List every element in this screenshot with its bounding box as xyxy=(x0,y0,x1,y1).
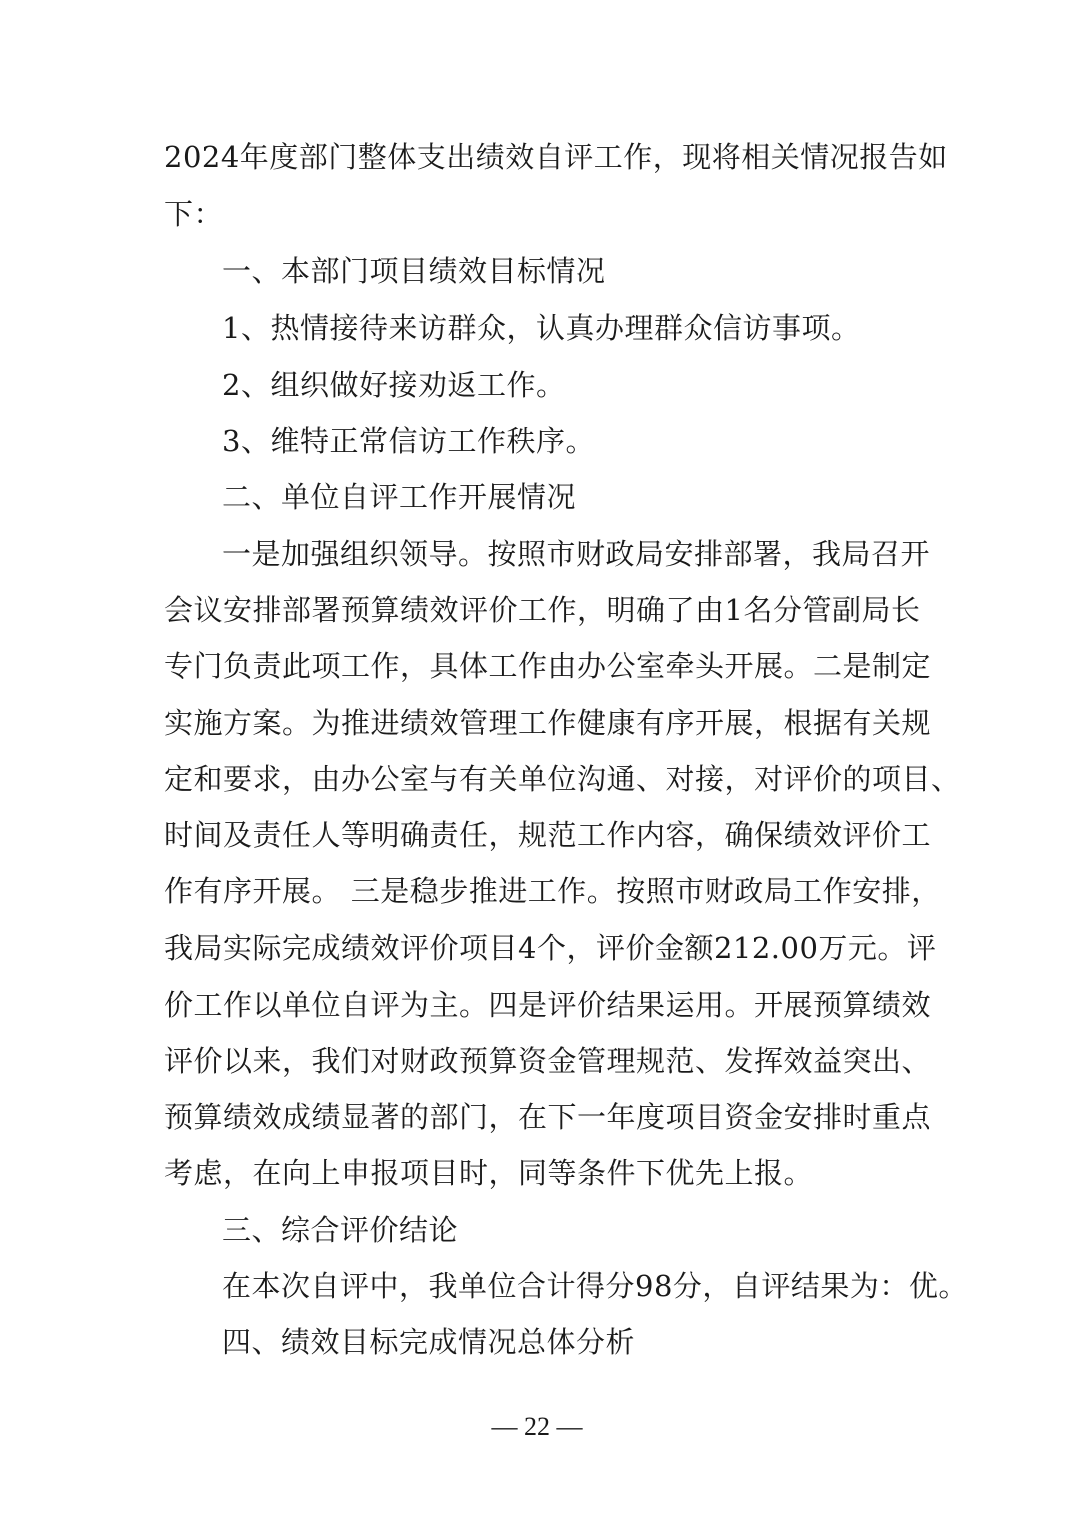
body-text-line: 下： xyxy=(164,197,224,231)
section-heading: 二、单位自评工作开展情况 xyxy=(222,480,577,514)
body-text-line: 专门负责此项工作，具体工作由办公室牵头开展。二是制定 xyxy=(164,649,932,683)
body-text-line: 在本次自评中，我单位合计得分98分，自评结果为：优。 xyxy=(222,1269,968,1303)
section-heading: 一、本部门项目绩效目标情况 xyxy=(222,254,606,288)
list-item: 1、热情接待来访群众，认真办理群众信访事项。 xyxy=(222,311,861,345)
section-heading: 四、绩效目标完成情况总体分析 xyxy=(222,1325,636,1359)
body-text-line: 2024年度部门整体支出绩效自评工作，现将相关情况报告如 xyxy=(164,140,948,174)
page-number: — 22 — xyxy=(491,1412,583,1441)
body-text-line: 一是加强组织领导。按照市财政局安排部署，我局召开 xyxy=(222,537,931,571)
body-text-line: 预算绩效成绩显著的部门，在下一年度项目资金安排时重点 xyxy=(164,1100,932,1134)
body-text-line: 定和要求，由办公室与有关单位沟通、对接，对评价的项目、 xyxy=(164,762,961,796)
list-item: 2、组织做好接劝返工作。 xyxy=(222,368,566,402)
body-text-line: 会议安排部署预算绩效评价工作，明确了由1名分管副局长 xyxy=(164,593,921,627)
body-text-line: 作有序开展。 三是稳步推进工作。按照市财政局工作安排， xyxy=(164,874,941,908)
body-text-line: 价工作以单位自评为主。四是评价结果运用。开展预算绩效 xyxy=(164,988,932,1022)
list-item: 3、维特正常信访工作秩序。 xyxy=(222,424,595,458)
body-text-line: 评价以来，我们对财政预算资金管理规范、发挥效益突出、 xyxy=(164,1044,932,1078)
body-text-line: 我局实际完成绩效评价项目4个，评价金额212.00万元。评 xyxy=(164,931,937,965)
body-text-line: 时间及责任人等明确责任，规范工作内容，确保绩效评价工 xyxy=(164,818,932,852)
body-text-line: 考虑，在向上申报项目时，同等条件下优先上报。 xyxy=(164,1156,814,1190)
section-heading: 三、综合评价结论 xyxy=(222,1213,459,1247)
body-text-line: 实施方案。为推进绩效管理工作健康有序开展，根据有关规 xyxy=(164,706,932,740)
